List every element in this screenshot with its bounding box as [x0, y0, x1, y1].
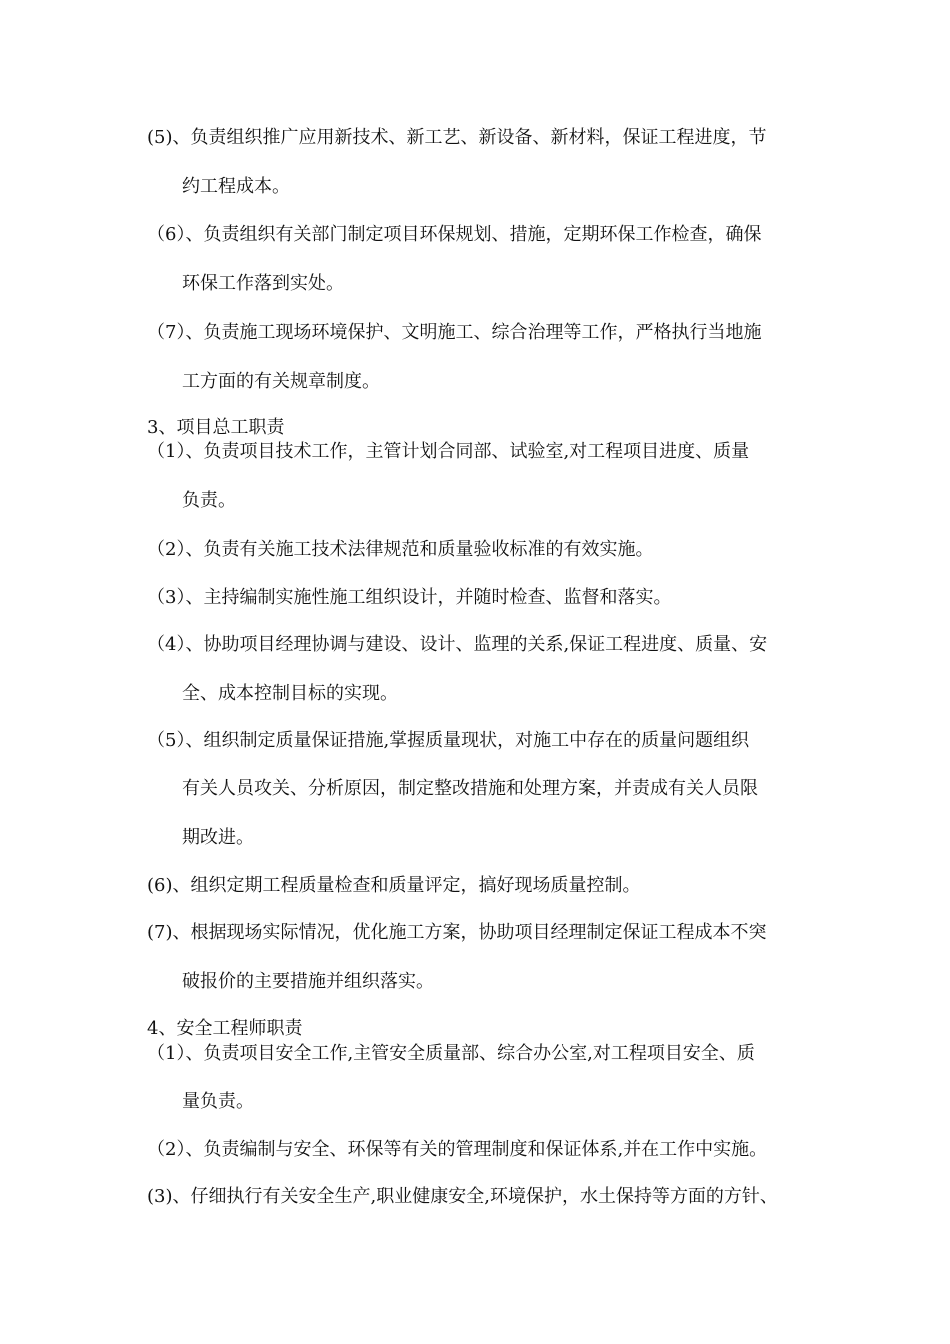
pm-item-6-line-1: （6）、负责组织有关部门制定项目环保规划、措施，定期环保工作检查，确保	[147, 224, 762, 245]
ce-item-2-line-1: （2）、负责有关施工技术法律规范和质量验收标准的有效实施。	[147, 539, 654, 560]
pm-item-5-line-2: 约工程成本。	[182, 176, 290, 197]
ce-item-3-line-1: （3）、主持编制实施性施工组织设计，并随时检查、监督和落实。	[147, 587, 672, 608]
ce-item-5-line-3: 期改进。	[182, 827, 254, 848]
se-item-2-line-1: （2）、负责编制与安全、环保等有关的管理制度和保证体系,并在工作中实施。	[147, 1139, 768, 1160]
ce-item-5-line-2: 有关人员攻关、分析原因，制定整改措施和处理方案，并责成有关人员限	[182, 778, 758, 799]
ce-item-5-line-1: （5）、组织制定质量保证措施,掌握质量现状，对施工中存在的质量问题组织	[147, 730, 750, 751]
chief-engineer-heading: 3、项目总工职责	[147, 417, 285, 438]
ce-item-7-line-1: (7)、根据现场实际情况，优化施工方案，协助项目经理制定保证工程成本不突	[147, 922, 767, 943]
ce-item-1-line-1: （1）、负责项目技术工作，主管计划合同部、试验室,对工程项目进度、质量	[147, 441, 750, 462]
safety-engineer-heading: 4、安全工程师职责	[147, 1018, 303, 1039]
pm-item-5-line-1: (5)、负责组织推广应用新技术、新工艺、新设备、新材料，保证工程进度，节	[147, 127, 767, 148]
pm-item-7-line-1: （7）、负责施工现场环境保护、文明施工、综合治理等工作，严格执行当地施	[147, 322, 762, 343]
ce-item-4-line-1: （4）、协助项目经理协调与建设、设计、监理的关系,保证工程进度、质量、安	[147, 634, 768, 655]
pm-item-7-line-2: 工方面的有关规章制度。	[182, 371, 380, 392]
pm-item-6-line-2: 环保工作落到实处。	[182, 273, 344, 294]
se-item-1-line-1: （1）、负责项目安全工作,主管安全质量部、综合办公室,对工程项目安全、质	[147, 1043, 755, 1064]
ce-item-4-line-2: 全、成本控制目标的实现。	[182, 683, 398, 704]
se-item-3-line-1: (3)、仔细执行有关安全生产,职业健康安全,环境保护，水土保持等方面的方针、	[147, 1186, 778, 1207]
ce-item-1-line-2: 负责。	[182, 490, 236, 511]
ce-item-6-line-1: (6)、组织定期工程质量检查和质量评定，搞好现场质量控制。	[147, 875, 641, 896]
se-item-1-line-2: 量负责。	[182, 1091, 254, 1112]
ce-item-7-line-2: 破报价的主要措施并组织落实。	[182, 971, 434, 992]
